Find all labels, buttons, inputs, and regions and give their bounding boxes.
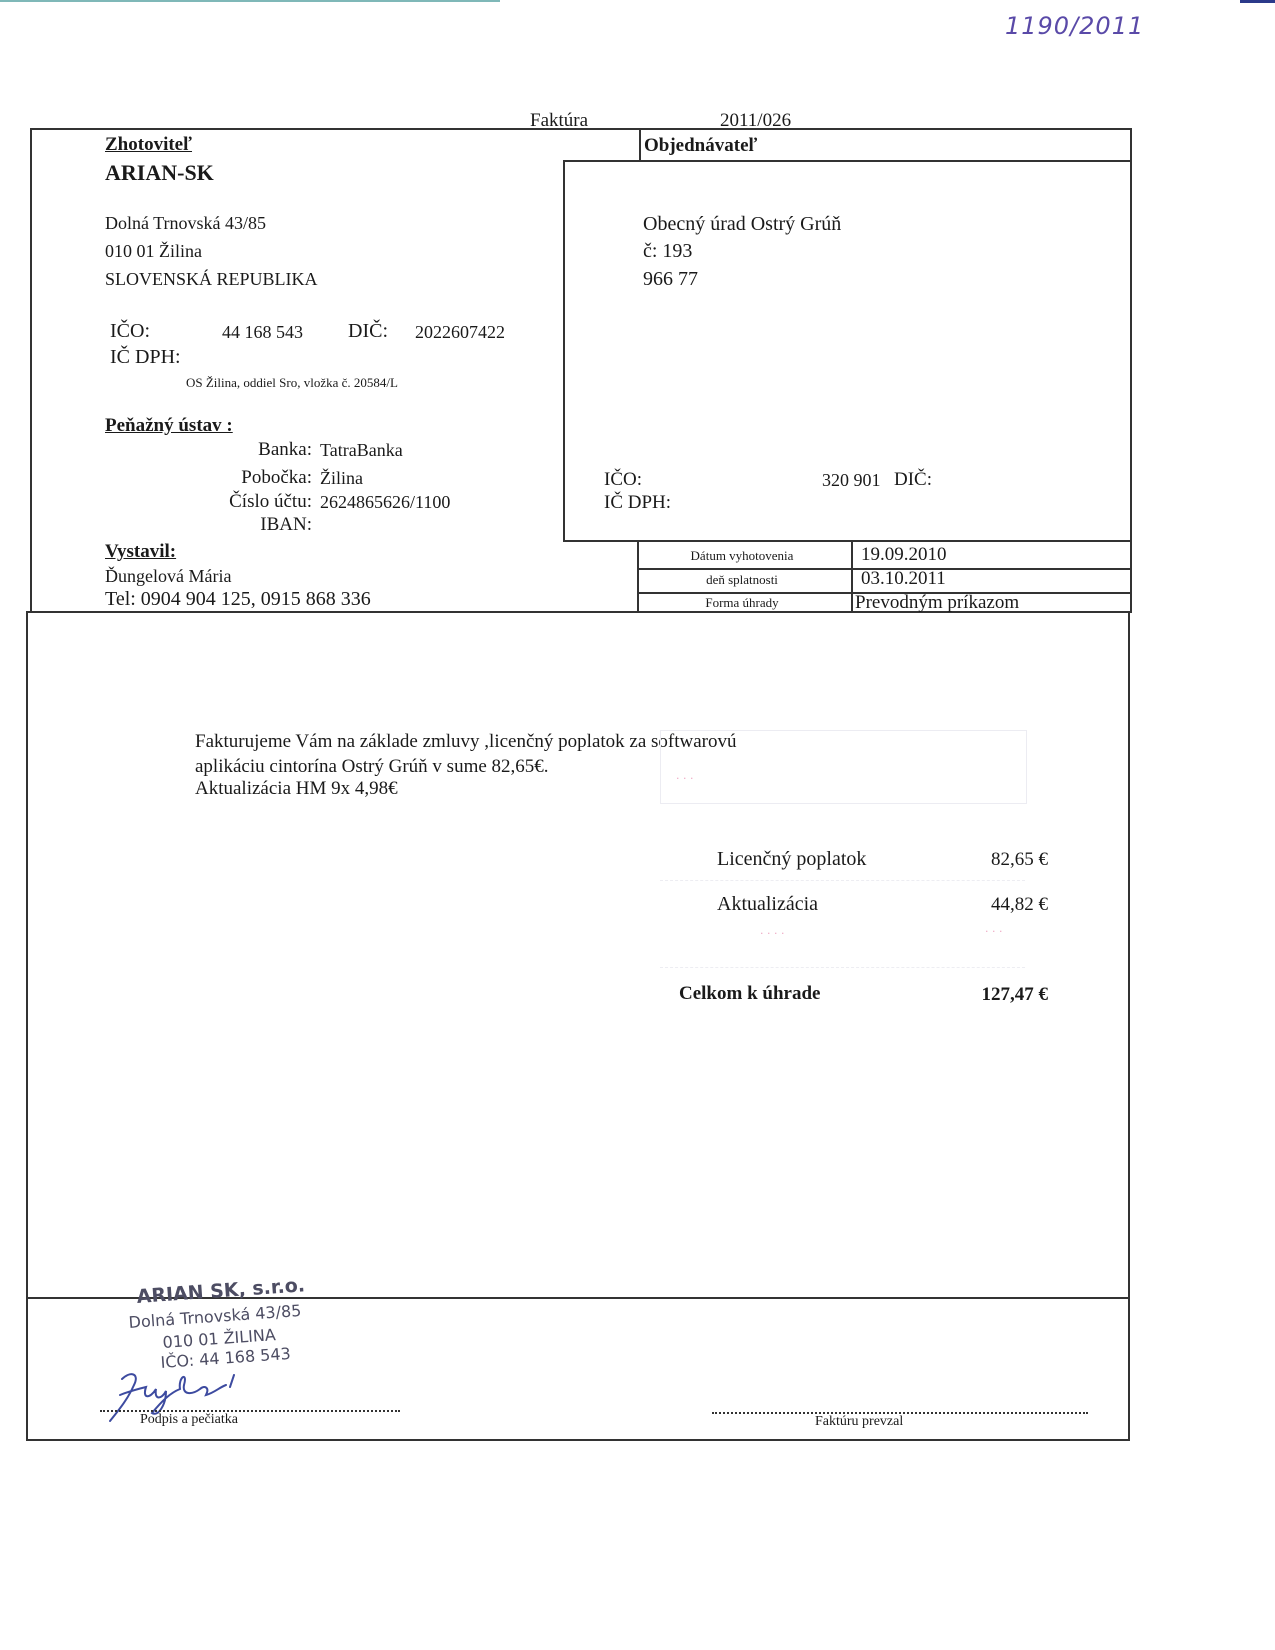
customer-heading: Objednávateľ bbox=[644, 135, 758, 156]
customer-heading-underline bbox=[563, 160, 1130, 162]
supplier-dic: 2022607422 bbox=[415, 322, 505, 342]
stamp-ico: IČO: 44 168 543 bbox=[160, 1343, 292, 1372]
customer-number: č: 193 bbox=[643, 240, 693, 262]
issue-date-label: Dátum vyhotovenia bbox=[690, 548, 794, 563]
stamp-company: ARIAN SK, s.r.o. bbox=[136, 1274, 306, 1308]
bank-name: TatraBanka bbox=[320, 440, 403, 460]
supplier-icdph-label: IČ DPH: bbox=[110, 346, 181, 368]
faint-ink-mark: · · · · bbox=[760, 927, 785, 940]
supplier-name: ARIAN-SK bbox=[105, 160, 214, 185]
total-label: Celkom k úhrade bbox=[679, 983, 821, 1004]
bank-heading: Peňažný ústav : bbox=[105, 415, 233, 436]
stamp-city: 010 01 ŽILINA bbox=[162, 1325, 277, 1352]
branch-name: Žilina bbox=[320, 468, 363, 488]
issuer-name: Ďungelová Mária bbox=[105, 566, 232, 586]
invoice-text-line-3: Aktualizácia HM 9x 4,98€ bbox=[195, 778, 398, 799]
supplier-country: SLOVENSKÁ REPUBLIKA bbox=[105, 269, 318, 289]
item-label: Aktualizácia bbox=[717, 893, 819, 915]
stamp-street: Dolná Trnovská 43/85 bbox=[128, 1300, 302, 1332]
customer-heading-divider bbox=[639, 128, 641, 161]
handwritten-reg-number: 1190/2011 bbox=[1005, 12, 1145, 40]
due-date-label: deň splatnosti bbox=[706, 572, 778, 587]
document-title: Faktúra bbox=[530, 110, 589, 131]
invoice-text-line-2: aplikáciu cintorína Ostrý Grúň v sume 82,65€. bbox=[195, 756, 549, 777]
supplier-registry: OS Žilina, oddiel Sro, vložka č. 20584/L bbox=[186, 375, 398, 390]
account-number: 2624865626/1100 bbox=[320, 492, 451, 512]
scan-edge-mark bbox=[1240, 0, 1275, 3]
receiver-label: Faktúru prevzal bbox=[815, 1414, 904, 1429]
signature-label: Podpis a pečiatka bbox=[140, 1412, 238, 1427]
invoice-number: 2011/026 bbox=[720, 110, 792, 131]
issuer-phone: Tel: 0904 904 125, 0915 868 336 bbox=[105, 588, 371, 610]
due-date: 03.10.2011 bbox=[861, 568, 946, 589]
faint-ink-mark: · · · bbox=[985, 925, 1003, 938]
branch-label: Pobočka: bbox=[241, 467, 312, 488]
supplier-street: Dolná Trnovská 43/85 bbox=[105, 213, 267, 233]
scan-edge-line bbox=[0, 0, 500, 2]
customer-zip: 966 77 bbox=[643, 268, 698, 290]
payment-method-label: Forma úhrady bbox=[705, 595, 779, 610]
supplier-city: 010 01 Žilina bbox=[105, 241, 202, 261]
issuer-heading: Vystavil: bbox=[105, 541, 177, 562]
customer-ico: 320 901 bbox=[822, 470, 881, 490]
supplier-ico: 44 168 543 bbox=[222, 322, 303, 342]
supplier-dic-label: DIČ: bbox=[348, 320, 388, 342]
customer-name: Obecný úrad Ostrý Grúň bbox=[643, 213, 842, 235]
customer-box-left bbox=[563, 160, 565, 541]
supplier-heading: Zhotoviteľ bbox=[105, 134, 193, 155]
iban-label: IBAN: bbox=[260, 514, 312, 535]
item-amount: 82,65 € bbox=[991, 849, 1048, 870]
total-amount: 127,47 € bbox=[981, 984, 1048, 1005]
customer-box-bottom bbox=[563, 540, 1130, 542]
customer-ico-label: IČO: bbox=[604, 469, 642, 490]
faint-ink-mark: · · · bbox=[676, 772, 694, 785]
bank-label: Banka: bbox=[258, 439, 312, 460]
account-label: Číslo účtu: bbox=[229, 491, 312, 512]
item-amount: 44,82 € bbox=[991, 894, 1048, 915]
customer-icdph-label: IČ DPH: bbox=[604, 492, 672, 513]
issue-date: 19.09.2010 bbox=[861, 544, 947, 565]
item-label: Licenčný poplatok bbox=[717, 848, 867, 870]
payment-method: Prevodným príkazom bbox=[855, 592, 1020, 613]
faint-stamp-imprint bbox=[660, 730, 1027, 804]
supplier-ico-label: IČO: bbox=[110, 320, 150, 342]
customer-dic-label: DIČ: bbox=[894, 469, 932, 490]
invoice-text-line-1: Fakturujeme Vám na základe zmluvy ,licenčný poplatok za softwarovú bbox=[195, 731, 737, 752]
